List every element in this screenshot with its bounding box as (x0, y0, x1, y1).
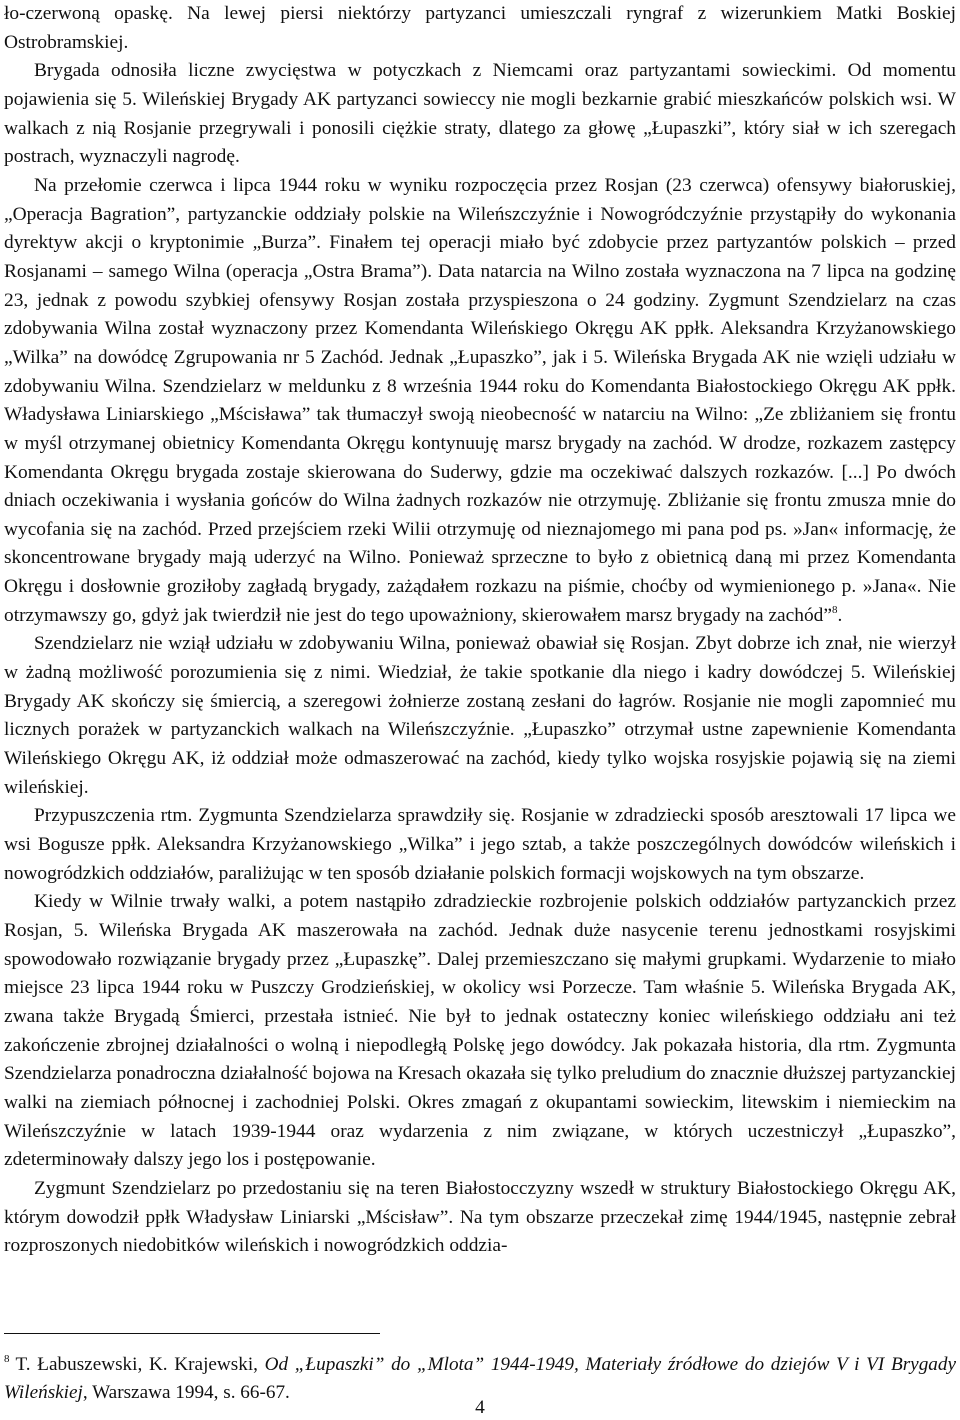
paragraph: Brygada odnosiła liczne zwycięstwa w potyczkach z Niemcami oraz partyzantami sowieckimi. Od momentu pojawienia się 5. Wileńskiej Brygady AK partyzanci sowieccy nie mogli bezkarnie grabić mieszkańców polskich wsi. W walkach z nią Rosjanie przegrywali i ponosili ciężkie straty, dlatego za głowę „Łupaszki”, który siał w ich szeregach postrach, wyznaczyli nagrodę. (4, 60, 956, 168)
paragraph-text: Na przełomie czerwca i lipca 1944 roku w wyniku rozpoczęcia przez Rosjan (23 czerwca) ofensywy białoruskiej, „Operacja Bagration”, partyzanckie oddziały polskie na Wileńszczyźnie i Nowogródczyźnie przystąpiły do wykonania dyrektyw akcji o kryptonimie „Burza”. Finałem tej operacji miało być zdobycie przez partyzantów polskich – przed Rosjanami – samego Wilna (operacja „Ostra Brama”). Data natarcia na Wilno została wyznaczona na 7 lipca na godzinę 23, jednak z powodu szybkiej ofensywy Rosjan została przyspieszona o 24 godziny. Zygmunt Szendzielarz na czas zdobywania Wilna został wyznaczony przez Komendanta Wileńskiego Okręgu AK ppłk. Aleksandra Krzyżanowskiego „Wilka” na dowódcę Zgrupowania nr 5 Zachód. Jednak „Łupaszko”, jak i 5. Wileńska Brygada AK nie wzięli udziału w zdobywaniu Wilna. Szendzielarz w meldunku z 8 września 1944 roku do Komendanta Białostockiego Okręgu AK ppłk. Władysława Liniarskiego „Mścisława” tak tłumaczył swoją nieobecność w natarciu na Wilno: „Ze zbliżaniem się frontu w myśl otrzymanej obietnicy Komendanta Okręgu kontynuuję marsz brygady na zachód. W drodze, rozkazem zastępcy Komendanta Okręgu brygada zostaje skierowana do Suderwy, gdzie ma oczekiwać dalszych rozkazów. [...] Po dwóch dniach oczekiwania i wysłania gońców do Wilna żadnych rozkazów nie otrzymuję. Zbliżanie się frontu zmusza mnie do wycofania się na zachód. Przed przejściem rzeki Wilii otrzymuję od nieznajomego mi pana pod ps. »Jan« informację, że skoncentrowane brygady mają uderzyć na Wilno. Ponieważ sprzeczne to było z obietnicą daną mi przez Komendanta Okręgu i dosłownie groziłoby zagładą brygady, zażądałem rozkazu na piśmie, choćby od wymienionego p. »Jana«. Nie otrzymawszy go, gdyż jak twierdził nie jest do tego upoważniony, skierowałem marsz brygady na zachód” (4, 174, 956, 626)
paragraph: Zygmunt Szendzielarz po przedostaniu się na teren Białostocczyzny wszedł w struktury Białostockiego Okręgu AK, którym dowodził ppłk Władysław Liniarski „Mścisław”. Na tym obszarze przeczekał zimę 1944/1945, następnie zebrał rozproszonych niedobitków wileńskich i nowogródzkich oddzia- (4, 1177, 956, 1257)
footnote-reference[interactable]: 8 (831, 603, 838, 616)
paragraph: Kiedy w Wilnie trwały walki, a potem nastąpiło zdradzieckie rozbrojenie polskich oddziałów partyzanckich przez Rosjan, 5. Wileńska Brygada AK maszerowała na zachód. Jednak duże nasycenie terenu jednostkami rosyjskimi spowodowało rozwiązanie brygady przez „Łupaszkę”. Dalej przemieszczano się małymi grupkami. Wydarzenie to miało miejsce 23 lipca 1944 roku w Puszczy Grodzieńskiej, w okolicy wsi Porzecze. Tam właśnie 5. Wileńska Brygada AK, zwana także Brygadą Śmierci, przestała istnieć. Nie był to jednak ostateczny koniec wileńskiego oddziału ani też zakończenie zbrojnej działalności o wolną i niepodległą Polskę jego dowódcy. Jak pokazała historia, dla rtm. Zygmunta Szendzielarza ponadroczna działalność bojowa na Kresach okazała się tylko preludium do znacznie dłuższej partyzanckiej walki na ziemiach północnej i zachodniej Polski. Okres zmagań z okupantami sowieckim, litewskim i niemieckim na Wileńszczyźnie w latach 1939-1944 oraz wydarzenia z nim związane, w których uczestniczył „Łupaszko”, zdeterminowały dalszy jego los i postępowanie. (4, 891, 956, 1171)
paragraph: Szendzielarz nie wziął udziału w zdobywaniu Wilna, ponieważ obawiał się Rosjan. Zbyt dobrze ich znał, nie wierzył w żadną możliwość porozumienia się z nimi. Wiedział, że takie spotkanie dla niego i kadry dowódczej 5. Wileńskiej Brygady AK skończy się śmiercią, a szeregowi żołnierze zostaną zesłani do łagrów. Rosjanie nie mogli zapomnieć mu licznych porażek w partyzanckich walkach na Wileńszczyźnie. „Łupaszko” otrzymał ustne zapewnienie Komendanta Wileńskiego Okręgu AK, iż oddział może odmaszerować na zachód, kiedy tylko wojska rosyjskie pojawią się na ziemi wileńskiej. (4, 633, 956, 798)
page-number: 4 (475, 1397, 485, 1418)
footnote-title: Od „Łupaszki” do „Mlota” 1944-1949, Materiały źródłowe do dziejów V i VI Brygady Wileńskiej (4, 1354, 956, 1403)
paragraph: Na przełomie czerwca i lipca 1944 roku w wyniku rozpoczęcia przez Rosjan (23 czerwca) ofensywy białoruskiej, „Operacja Bagration”, partyzanckie oddziały polskie na Wileńszczyźnie i Nowogródczyźnie przystąpiły do wykonania dyrektyw akcji o kryptonimie „Burza”. Finałem tej operacji miało być zdobycie przez partyzantów polskich – przed Rosjanami – samego Wilna (operacja „Ostra Brama”). Data natarcia na Wilno została wyznaczona na 7 lipca na godzinę 23, jednak z powodu szybkiej ofensywy Rosjan została przyspieszona o 24 godziny. Zygmunt Szendzielarz na czas zdobywania Wilna został wyznaczony przez Komendanta Wileńskiego Okręgu AK ppłk. Aleksandra Krzyżanowskiego „Wilka” na dowódcę Zgrupowania nr 5 Zachód. Jednak „Łupaszko”, jak i 5. Wileńska Brygada AK nie wzięli udziału w zdobywaniu Wilna. Szendzielarz w meldunku z 8 września 1944 roku do Komendanta Białostockiego Okręgu AK ppłk. Władysława Liniarskiego „Mścisława” tak tłumaczył swoją nieobecność w natarciu na Wilno: „Ze zbliżaniem się frontu w myśl otrzymanej obietnicy Komendanta Okręgu kontynuuję marsz brygady na zachód. W drodze, rozkazem zastępcy Komendanta Okręgu brygada zostaje skierowana do Suderwy, gdzie ma oczekiwać dalszych rozkazów. [...] Po dwóch dniach oczekiwania i wysłania gońców do Wilna żadnych rozkazów nie otrzymuję. Zbliżanie się frontu zmusza mnie do wycofania się na zachód. Przed przejściem rzeki Wilii otrzymuję od nieznajomego mi pana pod ps. »Jan« informację, że skoncentrowane brygady mają uderzyć na Wilno. Ponieważ sprzeczne to było z obietnicą daną mi przez Komendanta Okręgu i dosłownie groziłoby zagładą brygady, zażądałem rozkazu na piśmie, choćby od wymienionego p. »Jana«. Nie otrzymawszy go, gdyż jak twierdził nie jest do tego upoważniony, skierowałem marsz brygady na zachód”$^8$. (4, 174, 956, 626)
body-text (4, 0, 956, 1261)
paragraph: ło-czerwoną opaskę. Na lewej piersi niektórzy partyzanci umieszczali ryngraf z wizerunkiem Matki Boskiej Ostrobramskiej. (4, 3, 956, 53)
footnote-marker: 8 (4, 1353, 10, 1365)
footnote-tail: , Warszawa 1994, s. 66-67. (82, 1382, 290, 1403)
footnote-divider (4, 1333, 380, 1334)
paragraph: Przypuszczenia rtm. Zygmunta Szendzielarza sprawdziły się. Rosjanie w zdradziecki sposób aresztowali 17 lipca we wsi Bogusze ppłk. Aleksandra Krzyżanowskiego „Wilka” i jego sztab, a także poszczególnych dowódców wileńskich i nowogródzkich oddziałów, paraliżując w ten sposób działanie polskich formacji wojskowych na tym obszarze. (4, 805, 956, 884)
footnote-authors: T. Łabuszewski, K. Krajewski, (15, 1354, 265, 1375)
